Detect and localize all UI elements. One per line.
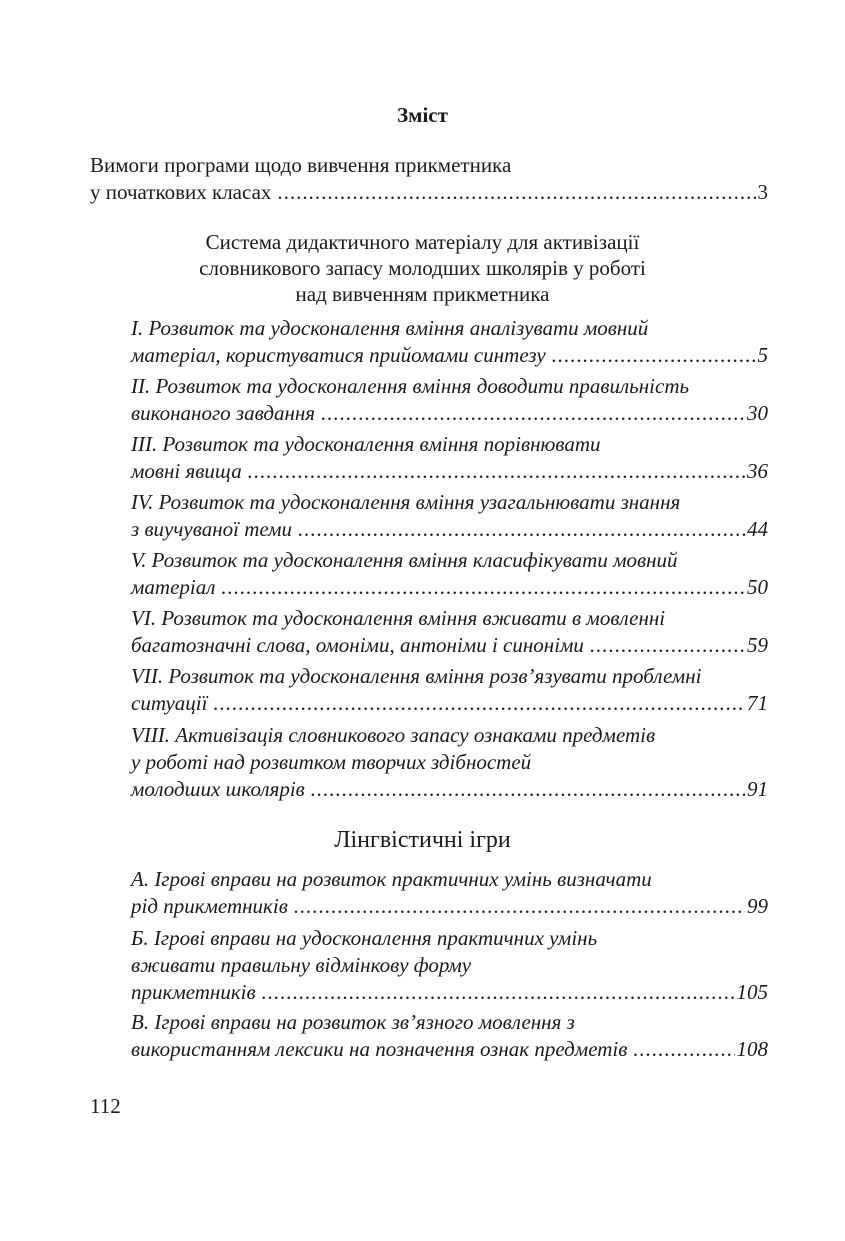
toc-entry-chapter-5 (131, 547, 768, 601)
dot-leader (213, 690, 745, 717)
toc-entry-line: молодших школярів (131, 777, 305, 801)
toc-entry-line: мовні явища (131, 459, 242, 483)
dot-leader (298, 516, 745, 543)
toc-entry-line: рід прикметників (131, 894, 288, 918)
toc-entry-game-a (131, 866, 768, 920)
toc-entry-line: ІІ. Розвиток та удосконалення вміння доводити правильність (131, 374, 690, 398)
toc-entry-line: VI. Розвиток та удосконалення вміння вживати в мовленні (131, 606, 666, 630)
games-heading: Лінгвістичні ігри (334, 827, 511, 853)
toc-entry-chapter-8 (131, 722, 768, 803)
dot-leader (294, 893, 745, 920)
toc-entry-line: вживати правильну відмінкову форму (131, 953, 472, 977)
toc-entry-chapter-4 (131, 489, 768, 543)
toc-entry-game-c (131, 1009, 768, 1063)
toc-entry-line: виконаного завдання (131, 401, 316, 425)
toc-entry-line: у початкових класах (90, 180, 272, 204)
toc-entry-line: В. Ігрові вправи на розвиток зв’язного мовлення з (131, 1010, 575, 1034)
toc-entry-chapter-3 (131, 431, 768, 485)
section-heading (0, 229, 845, 307)
toc-page-number: 99 (747, 894, 768, 918)
toc-entry-line: VII. Розвиток та удосконалення вміння розв’язувати проблемні (131, 664, 702, 688)
toc-entry-intro (90, 152, 768, 206)
toc-entry-line: IV. Розвиток та удосконалення вміння узагальнювати знання (131, 490, 681, 514)
section-heading-line: Система дидактичного матеріалу для активізації (205, 230, 640, 254)
toc-entry-chapter-1 (131, 315, 768, 369)
toc-entry-line: І. Розвиток та удосконалення вміння аналізувати мовний (131, 316, 649, 340)
toc-page-number: 30 (747, 401, 768, 425)
toc-entry-line: VIII. Активізація словникового запасу ознаками предметів (131, 723, 656, 747)
dot-leader (321, 400, 745, 427)
toc-entry-line: ІІІ. Розвиток та удосконалення вміння порівнювати (131, 432, 601, 456)
toc-page-number: 3 (757, 180, 768, 204)
dot-leader (221, 574, 745, 601)
toc-title: Зміст (397, 103, 448, 127)
dot-leader (262, 979, 735, 1006)
toc-entry-line: з виучуваної теми (131, 517, 293, 541)
toc-entry-line: Б. Ігрові вправи на удосконалення практичних умінь (131, 926, 598, 950)
toc-entry-chapter-2 (131, 373, 768, 427)
toc-entry-line: матеріал (131, 575, 216, 599)
toc-entry-line: у роботі над розвитком творчих здібностей (131, 750, 532, 774)
toc-page-number: 36 (747, 459, 768, 483)
toc-entry-line: V. Розвиток та удосконалення вміння класифікувати мовний (131, 548, 678, 572)
toc-entry-line: ситуації (131, 691, 208, 715)
toc-page-number: 108 (736, 1037, 768, 1061)
toc-entry-line: А. Ігрові вправи на розвиток практичних умінь визначати (131, 867, 652, 891)
section-heading-line: над вивченням прикметника (295, 282, 550, 306)
dot-leader (311, 776, 745, 803)
toc-page-number: 105 (736, 980, 768, 1004)
toc-page-number: 71 (747, 691, 768, 715)
toc-entry-chapter-6 (131, 605, 768, 659)
toc-page-number: 44 (747, 517, 768, 541)
toc-entry-line: прикметників (131, 980, 256, 1004)
toc-page-number: 59 (747, 633, 768, 657)
toc-page-number: 50 (747, 575, 768, 599)
section-heading-line: словникового запасу молодших школярів у роботі (199, 256, 646, 280)
toc-entry-line: матеріал, користуватися прийомами синтезу (131, 343, 546, 367)
dot-leader (277, 179, 755, 206)
toc-entry-line: використанням лексики на позначення ознак предметів (131, 1037, 628, 1061)
toc-entry-line: Вимоги програми щодо вивчення прикметника (90, 153, 512, 177)
dot-leader (552, 342, 756, 369)
dot-leader (590, 632, 745, 659)
toc-page-number: 5 (757, 343, 768, 367)
toc-entry-chapter-7 (131, 663, 768, 717)
toc-page-number: 91 (747, 777, 768, 801)
dot-leader (248, 458, 745, 485)
toc-entry-line: багатозначні слова, омоніми, антоніми і синоніми (131, 633, 584, 657)
page-number: 112 (90, 1094, 121, 1118)
dot-leader (633, 1036, 734, 1063)
toc-entry-game-b (131, 925, 768, 1006)
